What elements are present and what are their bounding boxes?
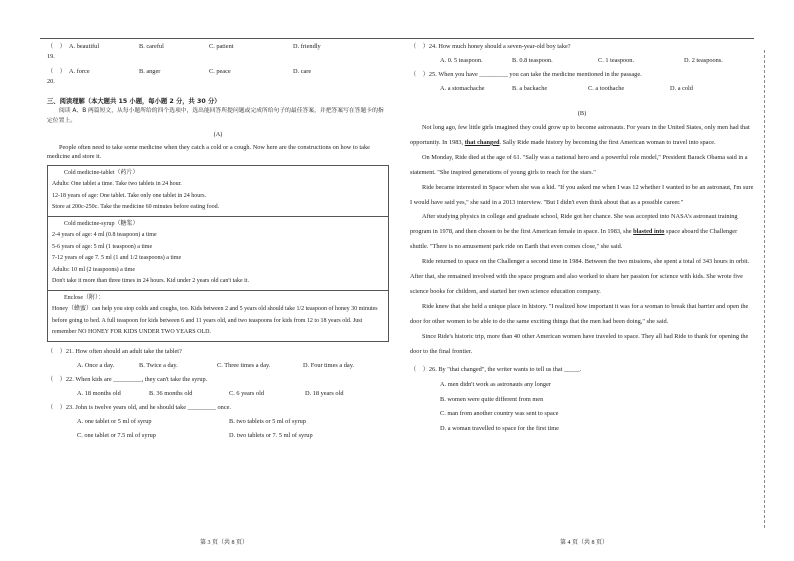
q25-option-b: B. a backache [512,84,548,92]
question-21 [47,347,389,370]
syrup-line: 7-12 years of age 7. 5 ml (1 and 1/2 teaspoons) a time [52,255,182,262]
q20-option-d: D. care [293,68,312,76]
question-26 [410,365,754,433]
section-title: 三、阅读理解（本大题共 15 小题，每小题 2 分，共 30 分） [47,98,221,106]
left-column [47,38,389,440]
passage-b-para-4: After studying physics in college and graduate school, Ride got her chance. She was accepted into NASA's astronaut training program in 1978, and then chosen to be the first American female in space. In 1983, she blasted into space aboard the Challenger shuttle. "There is no amusement park ride on Earth that even comes close," she said. [410,213,738,251]
syrup-line: 2-4 years of age: 4 ml (0.8 teaspoon) a time [52,232,157,239]
q21-options [47,361,389,371]
q23-stem: （ ）23. John is twelve years old, and he should take _________ once. [47,404,231,412]
q19-number: （ ）19. [47,43,66,60]
tablet-section [48,165,389,216]
passage-b-para-5: Ride returned to space on the Challenger a second time in 1984. Between the two missions, she spent a total of 343 hours in orbit. After that, she remained involved with the space program and also worked to share her passion for science with kids. She wrote five science books for children, and started her own science education company. [410,258,750,295]
instruction: 阅读 A、B 两篇短文，从每小题所给的四个选项中，选出能回答所提问题或完成所给句子的最佳答案，并把答案写在答题卡的指定位置上。 [47,107,384,124]
q22-option-c: C. 6 years old [229,389,264,397]
q23-option-d: D. two tablets or 7. 5 ml of syrup [229,431,313,439]
syrup-title: Cold medicine-syrup（糖浆） [64,220,139,227]
q24-option-b: B. 0.8 teaspoon. [512,56,553,64]
q21-option-d: D. Four times a day. [303,361,355,369]
question-22 [47,375,389,398]
passage-b-para-1: Not long ago, few little girls imagined they could grow up to become astronauts. For years in the United States, only men had that opportunity. In 1983, that changed. Sally Ride made history by becoming the first American woman to travel into space. [410,123,750,146]
q23-option-a: A. one tablet or 5 ml of syrup [77,417,152,425]
underlined-phrase: that changed [464,138,500,146]
q24-option-d: D. 2 teaspoons. [684,56,723,64]
tablet-title: Cold medicine-tablet（药片） [64,169,139,176]
q21-option-b: B. Twice a day. [139,361,178,369]
passage-b-para-2: On Monday, Ride died at the age of 61. "Sally was a national hero and a powerful role model," President Barack Obama said in a statement. "She inspired generations of young girls to reach for the stars." [410,153,748,176]
q23-option-c: C. one tablet or 7.5 ml of syrup [77,431,156,439]
binding-line [764,50,765,528]
question-23 [47,403,389,440]
right-column [410,38,754,433]
q24-option-c: C. 1 teaspoon. [598,56,635,64]
q26-option-c: C. man from another country was sent to space [440,410,559,418]
passage-b-para-3: Ride became interested in Space when she was a kid. "If you asked me when I was 12 whether I wanted to be an astronaut, I'm sure I would have said yes," she said in a 2013 interview. "But I didn't even think about that as a possible career." [410,183,754,206]
q25-stem: （ ）25. When you have _________ you can take the medicine mentioned in the passage. [410,71,642,79]
q19-option-d: D. friendly [293,43,321,50]
q22-option-d: D. 18 years old [305,389,344,397]
page-footer-left: 第 3 页（共 8 页） [200,540,249,546]
q22-option-a: A. 18 months old [77,389,121,397]
tablet-line: 12-18 years of age: One tablet. Take only one tablet in 24 hours. [52,192,207,199]
question-25 [410,70,754,93]
enclose-text: Honey（蜂蜜）can help you stop colds and coughs, too. Kids between 2 and 5 years old should take 1/2 teaspoon of honey 30 minutes before going to bed. A full teaspoon for kids between 6 and 11 years old, and two teaspoons for kids from 12 to 18 years old. Just remember NO HONEY FOR KIDS UNDER TWO YEARS OLD. [52,306,378,336]
enclose-title: Enclose（附）： [64,294,104,301]
enclose-section [48,290,389,341]
q22-options [47,389,389,399]
passage-b-label: (B) [577,110,587,118]
q20-option-b: B. anger [139,68,161,76]
q20-number: （ ）20. [47,68,66,85]
q26-stem: （ ）26. By "that changed", the writer wants to tell us that _____. [410,366,582,374]
q21-option-c: C. Three times a day. [217,361,271,369]
syrup-section [48,216,389,290]
q26-option-a: A. men didn't work as astronauts any longer [440,381,551,389]
q23-options-row1 [47,417,389,427]
passage-b-para-7: Since Ride's historic trip, more than 40 other American women have traveled to space. They all had Ride to thank for opening the door to the final frontier. [410,332,749,355]
q25-options [410,84,754,94]
q22-option-b: B. 36 months old [149,389,193,397]
page-footer-right: 第 4 页（共 8 页） [560,540,609,546]
q19-option-b: B. careful [139,43,164,50]
q23-option-b: B. two tablets or 5 ml of syrup [229,417,306,425]
q25-option-a: A. a stomachache [440,84,485,92]
q26-option-b: B. women were quite different from men [440,395,544,403]
question-19 [47,42,389,61]
syrup-line: Don't take it more than three times in 24 hours. Kid under 2 years old can't take it. [52,278,249,285]
tablet-line: Store at 200c-250c. Take the medicine 60 minutes before eating food. [52,204,220,211]
tablet-line: Adults: One tablet a time. Take two tablets in 24 hour. [52,181,182,188]
q24-option-a: A. 0. 5 teaspoon. [440,56,483,64]
q19-option-c: C. patient [209,43,234,50]
q19-option-a: A. beautiful [69,43,100,50]
q20-option-c: C. peace [209,68,231,76]
q20-option-a: A. force [69,68,90,76]
q25-option-c: C. a toothache [588,84,625,92]
underlined-phrase: blasted into [633,228,665,236]
question-24 [410,42,754,65]
passage-b-para-6: Ride knew that she held a unique place in history. "I realized how important it was for a woman to break that barrier and open the door for other women to be able to do the same exciting things that the men had been doing," she said. [410,302,749,325]
q25-option-d: D. a cold [670,84,693,92]
q21-option-a: A. Once a day. [77,361,115,369]
syrup-line: 5-6 years of age: 5 ml (1 teaspoon) a time [52,243,153,250]
q22-stem: （ ）22. When kids are _________, they can't take the syrup. [47,376,208,384]
q24-stem: （ ）24. How much honey should a seven-year-old boy take? [410,43,571,50]
passage-a-label: (A) [213,131,223,139]
passage-b [410,121,754,360]
medicine-box [47,165,389,342]
passage-a-intro: People often need to take some medicine when they catch a cold or a cough. Now here are the constructions on how to take medicine and store it. [47,143,370,161]
q24-options [410,56,754,66]
question-20 [47,67,389,86]
q21-stem: （ ）21. How often should an adult take the tablet? [47,347,182,355]
syrup-line: Adults: 10 ml (2 teaspoons) a time [52,266,135,273]
q26-option-d: D. a woman travelled to space for the first time [440,424,559,432]
q23-options-row2 [47,431,389,441]
